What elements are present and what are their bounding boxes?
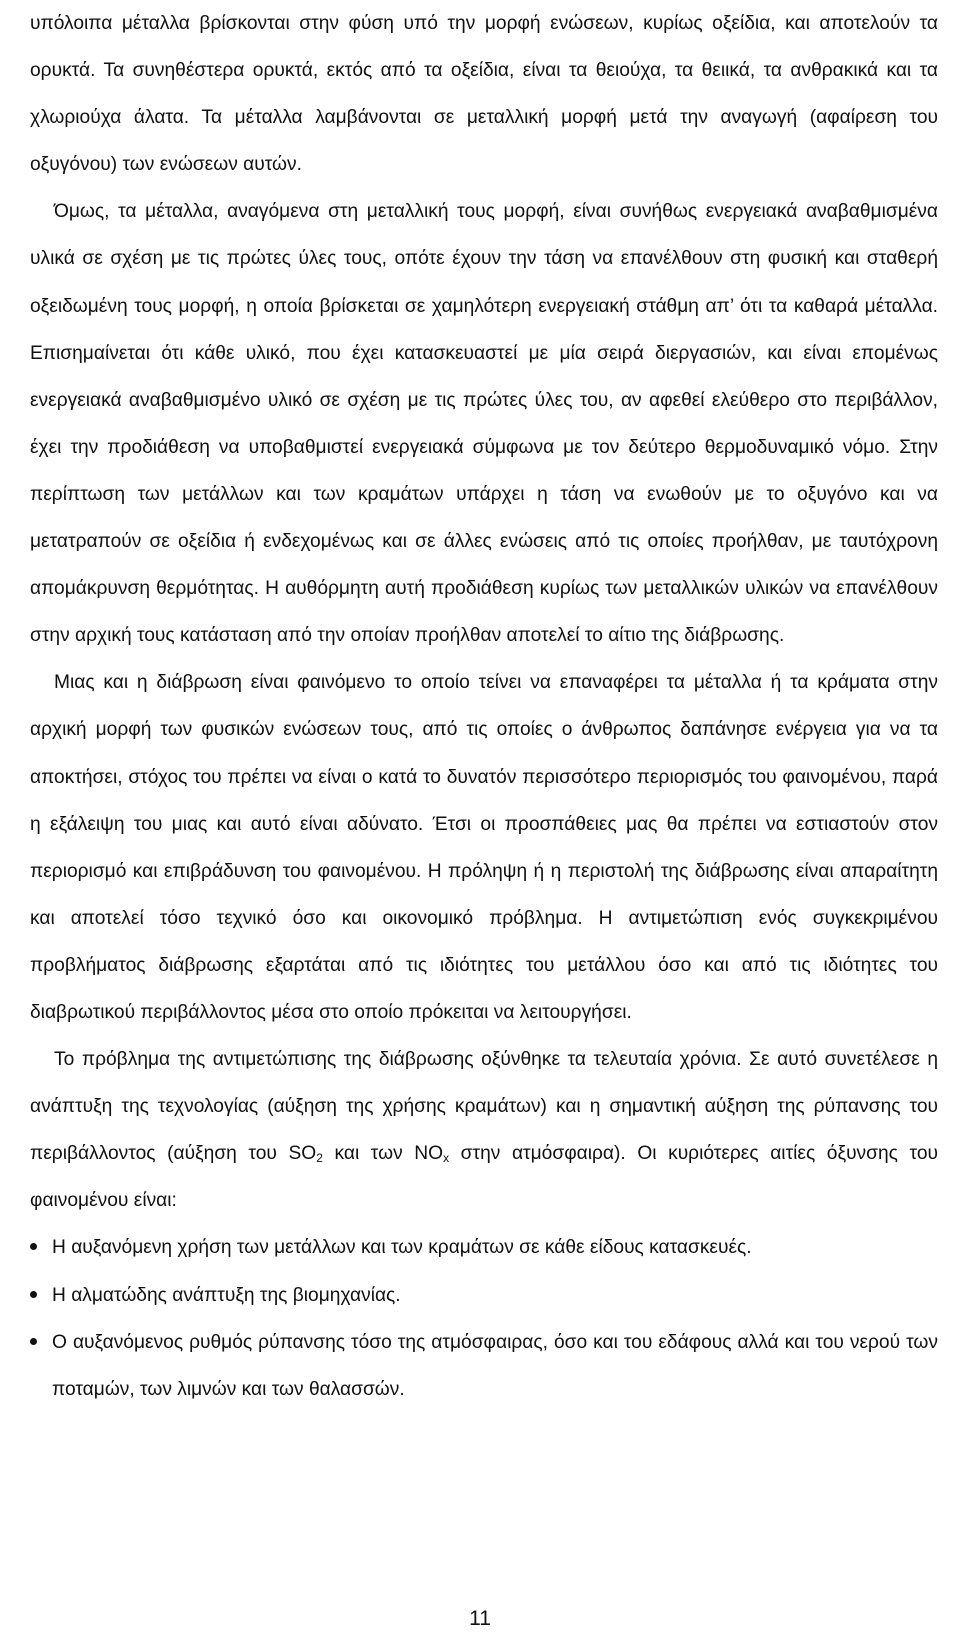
paragraph-ores: υπόλοιπα μέταλλα βρίσκονται στην φύση υπό την μορφή ενώσεων, κυρίως οξείδια, και αποτελούν τα ορυκτά. Τα συνηθέστερα ορυκτά, εκτός από τα οξείδια, είναι τα θειούχα, τα θειικά, τα ανθρακικά και τα χλωριούχα άλατα. Τα μέταλλα λαμβάνονται σε μεταλλική μορφή μετά την αναγωγή (αφαίρεση του οξυγόνου) των ενώσεων αυτών. [30,13,938,176]
list-item-text: Ο αυξανόμενος ρυθμός ρύπανσης τόσο της ατμόσφαιρας, όσο και του εδάφους αλλά και του νερού των ποταμών, των λιμνών και των θαλασσών. [52,1331,938,1400]
list-item-text: Η αλματώδης ανάπτυξη της βιομηχανίας. [52,1284,401,1306]
nox-subscript: x [443,1151,450,1166]
list-item [30,1319,938,1413]
list-item [30,1272,938,1319]
list-item [30,1224,938,1271]
page-body [30,0,938,1413]
bullet-icon [30,1243,37,1250]
bullet-icon [30,1338,37,1345]
causes-list [30,1224,938,1412]
page-number: 11 [469,1607,491,1630]
so2-subscript: 2 [316,1151,323,1166]
list-item-text: Η αυξανόμενη χρήση των μετάλλων και των κραμάτων σε κάθε είδους κατασκευές. [52,1237,752,1259]
paragraph-text-part: στην ατμόσφαιρα). Οι κυριότερες αιτίες όξυνσης του φαινομένου είναι: [30,1143,938,1212]
paragraph-corrosion-goal: Μιας και η διάβρωση είναι φαινόμενο το οποίο τείνει να επαναφέρει τα μέταλλα ή τα κράματα στην αρχική μορφή των φυσικών ενώσεων τους, από τις οποίες ο άνθρωπος δαπάνησε ενέργεια για να τα αποκτήσει, στόχος του πρέπει να είναι ο κατά το δυνατόν περισσότερο περιορισμός του φαινομένου, παρά η εξάλειψη του μιας και αυτό είναι αδύνατο. Έτσι οι προσπάθειες μας θα πρέπει να εστιαστούν στον περιορισμό και επιβράδυνση του φαινομένου. Η πρόληψη ή η περιστολή της διάβρωσης είναι απαραίτητη και αποτελεί τόσο τεχνικό όσο και οικονομικό πρόβλημα. Η αντιμετώπιση ενός συγκεκριμένου προβλήματος διάβρωσης εξαρτάται από τις ιδιότητες του μετάλλου όσο και από τις ιδιότητες του διαβρωτικού περιβάλλοντος μέσα στο οποίο πρόκειται να λειτουργήσει. [30,672,938,1023]
paragraph-energy-state: Όμως, τα μέταλλα, αναγόμενα στη μεταλλική τους μορφή, είναι συνήθως ενεργειακά αναβαθμισμένα υλικά σε σχέση με τις πρώτες ύλες τους, οπότε έχουν την τάση να επανέλθουν στη φυσική και σταθερή οξειδωμένη τους μορφή, η οποία βρίσκεται σε χαμηλότερη ενεργειακή στάθμη απ’ ότι τα καθαρά μέταλλα. Επισημαίνεται ότι κάθε υλικό, που έχει κατασκευαστεί με μία σειρά διεργασιών, και είναι επομένως ενεργειακά αναβαθμισμένο υλικό σε σχέση με τις πρώτες ύλες του, αν αφεθεί ελεύθερο στο περιβάλλον, έχει την προδιάθεση να υποβαθμιστεί ενεργειακά σύμφωνα με τον δεύτερο θερμοδυναμικό νόμο. Στην περίπτωση των μετάλλων και των κραμάτων υπάρχει η τάση να ενωθούν με το οξυγόνο και να μετατραπούν σε οξείδια ή ενδεχομένως και σε άλλες ενώσεις από τις οποίες προήλθαν, με ταυτόχρονη απομάκρυνση θερμότητας. Η αυθόρμητη αυτή προδιάθεση κυρίως των μεταλλικών υλικών να επανέλθουν στην αρχική τους κατάσταση από την οποίαν προήλθαν αποτελεί το αίτιο της διάβρωσης. [30,201,938,647]
paragraph-corrosion-causes [30,1036,938,1224]
paragraph-text-part: Το πρόβλημα της αντιμετώπισης της διάβρωσης οξύνθηκε τα τελευταία χρόνια. Σε αυτό συνετέλεσε η ανάπτυξη της τεχνολογίας (αύξηση της χρήσης κραμάτων) και η σημαντική αύξηση της ρύπανσης του περιβάλλοντος (αύξηση του SO [30,1049,938,1165]
bullet-icon [30,1291,37,1298]
paragraph-text-part: και των NO [322,1143,444,1165]
